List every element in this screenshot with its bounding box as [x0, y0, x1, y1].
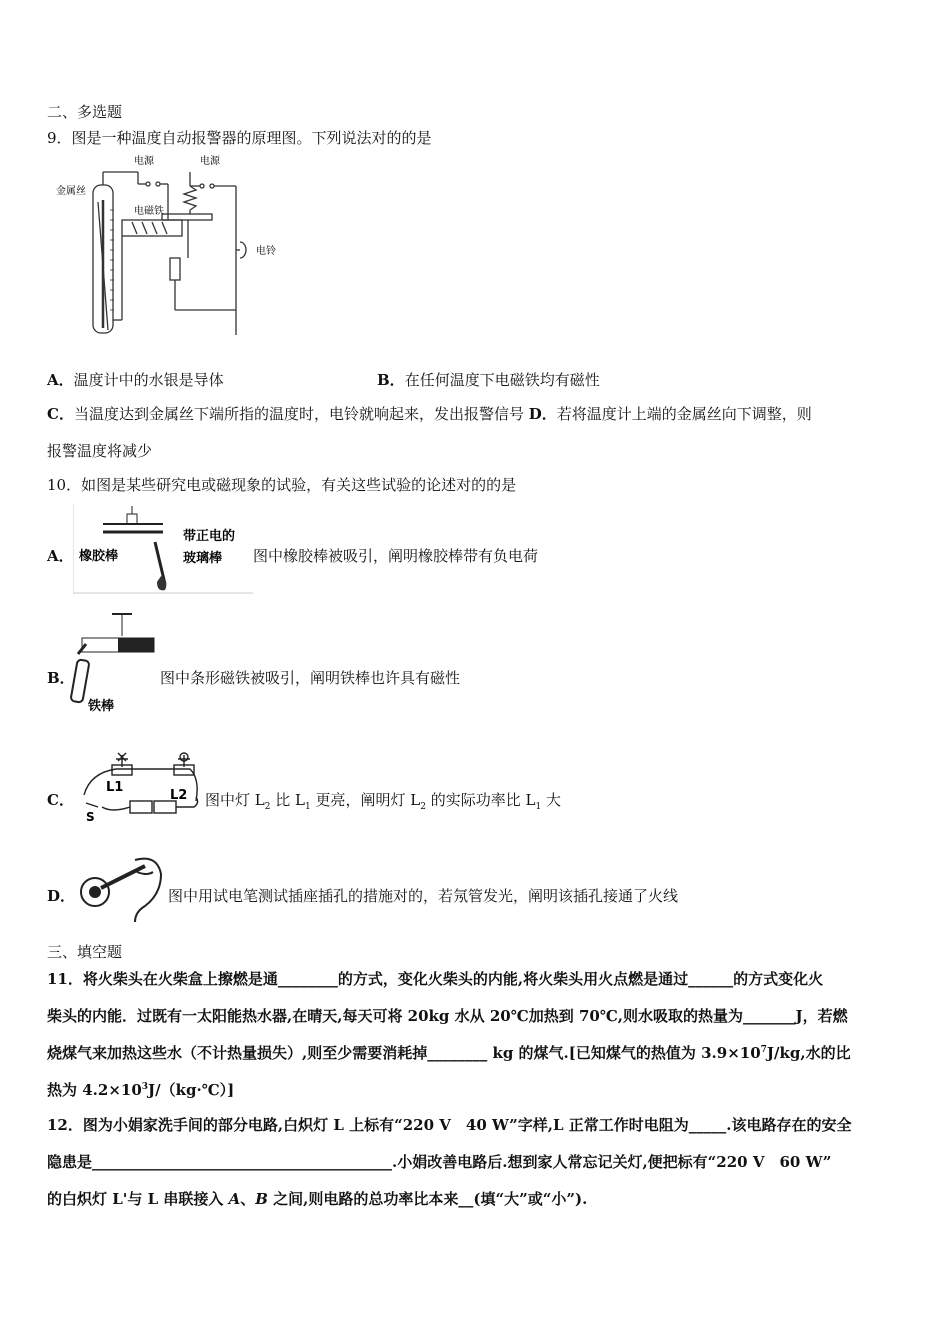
label-iron-rod: 铁棒 — [88, 699, 115, 714]
magnet-iron-rod-figure — [68, 612, 160, 717]
q10-option-b-text: 图中条形磁铁被吸引，阐明铁棒也许具有磁性 — [160, 669, 461, 687]
q9-option-d-text: 若将温度计上端的金属丝向下调整，则 — [556, 405, 812, 423]
q9-option-c-text: 当温度达到金属丝下端所指的温度时，电铃就响起来，发出报警信号 — [73, 405, 524, 423]
label-metal-wire: 金属丝 — [56, 186, 86, 197]
label-switch-s: S — [86, 810, 95, 824]
q11-line-1: 11．将火柴头在火柴盒上擦燃是通________的方式，变化火柴头的内能,将火柴头用火点燃是通过______的方式变化火 — [47, 970, 824, 988]
q10-option-a-letter: A． — [47, 547, 74, 565]
q11-line-3: 烧煤气来加热这些水（不计热量损失）,则至少需要消耗掉________ kg 的煤气.[已知煤气的热值为 $3.9\times 10^7J/kg$,水的比 — [47, 1044, 851, 1062]
label-power-2: 电源 — [200, 156, 220, 167]
bell-icon — [240, 242, 246, 258]
q11-line-2: 柴头的内能．过既有一太阳能热水器,在晴天,每天可将 20kg 水从 20℃加热到 70℃,则水吸取的热量为_______J，若燃 — [47, 1007, 848, 1025]
q12-line-2: 隐患是________________________________________.小娟改善电路后.想到家人常忘记关灯,便把标有“220 V 60 W” — [47, 1153, 832, 1171]
label-electromagnet: 电磁铁 — [134, 206, 164, 217]
q12-line-3: 的白炽灯 L'与 L 串联接入 A、B 之间,则电路的总功率比本来__(填“大”或“小”). — [47, 1190, 588, 1208]
q9-option-d-letter: D． — [528, 405, 557, 423]
section-title-multiple-choice: 二、多选题 — [47, 103, 123, 121]
q9-option-b-letter: B． — [377, 371, 405, 389]
q9-option-a-text: 温度计中的水银是导体 — [73, 371, 224, 389]
q10-option-b-letter: B． — [47, 669, 75, 687]
label-rubber-rod: 橡胶棒 — [79, 549, 119, 564]
q12-line-1: 12．图为小娟家洗手间的部分电路,白炽灯 L 上标有“220 V 40 W”字样,L 正常工作时电阻为_____.该电路存在的安全 — [47, 1116, 852, 1134]
label-l1: L1 — [106, 780, 124, 795]
q11-line-4: 热为 $4.2\times 10^3J/(kg\cdot℃)$] — [47, 1081, 235, 1099]
label-bell: 电铃 — [256, 246, 276, 257]
q9-option-d-text-continued: 报警温度将减少 — [47, 442, 153, 460]
label-power-1: 电源 — [134, 156, 154, 167]
question-10-stem: 10．如图是某些研究电或磁现象的试验，有关这些试验的论述对的的是 — [47, 476, 517, 494]
label-charged: 带正电的 — [183, 529, 236, 544]
section-title-fill-in: 三、填空题 — [47, 943, 123, 961]
label-glass-rod: 玻璃棒 — [183, 551, 223, 566]
q10-option-c-text: 图中灯 $L_2$ 比 $L_1$ 更亮，阐明灯 $L_2$ 的实际功率比 $L_1$ 大 — [205, 791, 561, 812]
rubber-rod-glass-rod-figure — [73, 504, 253, 594]
q10-option-d-letter: D． — [47, 887, 76, 905]
temperature-alarm-circuit-diagram — [50, 150, 290, 340]
q9-option-c-letter: C． — [47, 405, 74, 423]
q10-option-a-text: 图中橡胶棒被吸引，阐明橡胶棒带有负电荷 — [253, 547, 539, 565]
q10-option-d-text: 图中用试电笔测试插座插孔的措施对的，若氖管发光，阐明该插孔接通了火线 — [168, 887, 679, 905]
question-9-stem: 9．图是一种温度自动报警器的原理图。下列说法对的的是 — [47, 129, 432, 147]
q9-option-a-letter: A． — [47, 371, 74, 389]
two-bulbs-circuit-figure — [72, 745, 204, 825]
q9-option-b-text: 在任何温度下电磁铁均有磁性 — [404, 371, 600, 389]
q10-option-c-letter: C． — [47, 791, 74, 809]
label-l2: L2 — [170, 788, 188, 803]
test-pen-socket-figure — [75, 850, 167, 925]
